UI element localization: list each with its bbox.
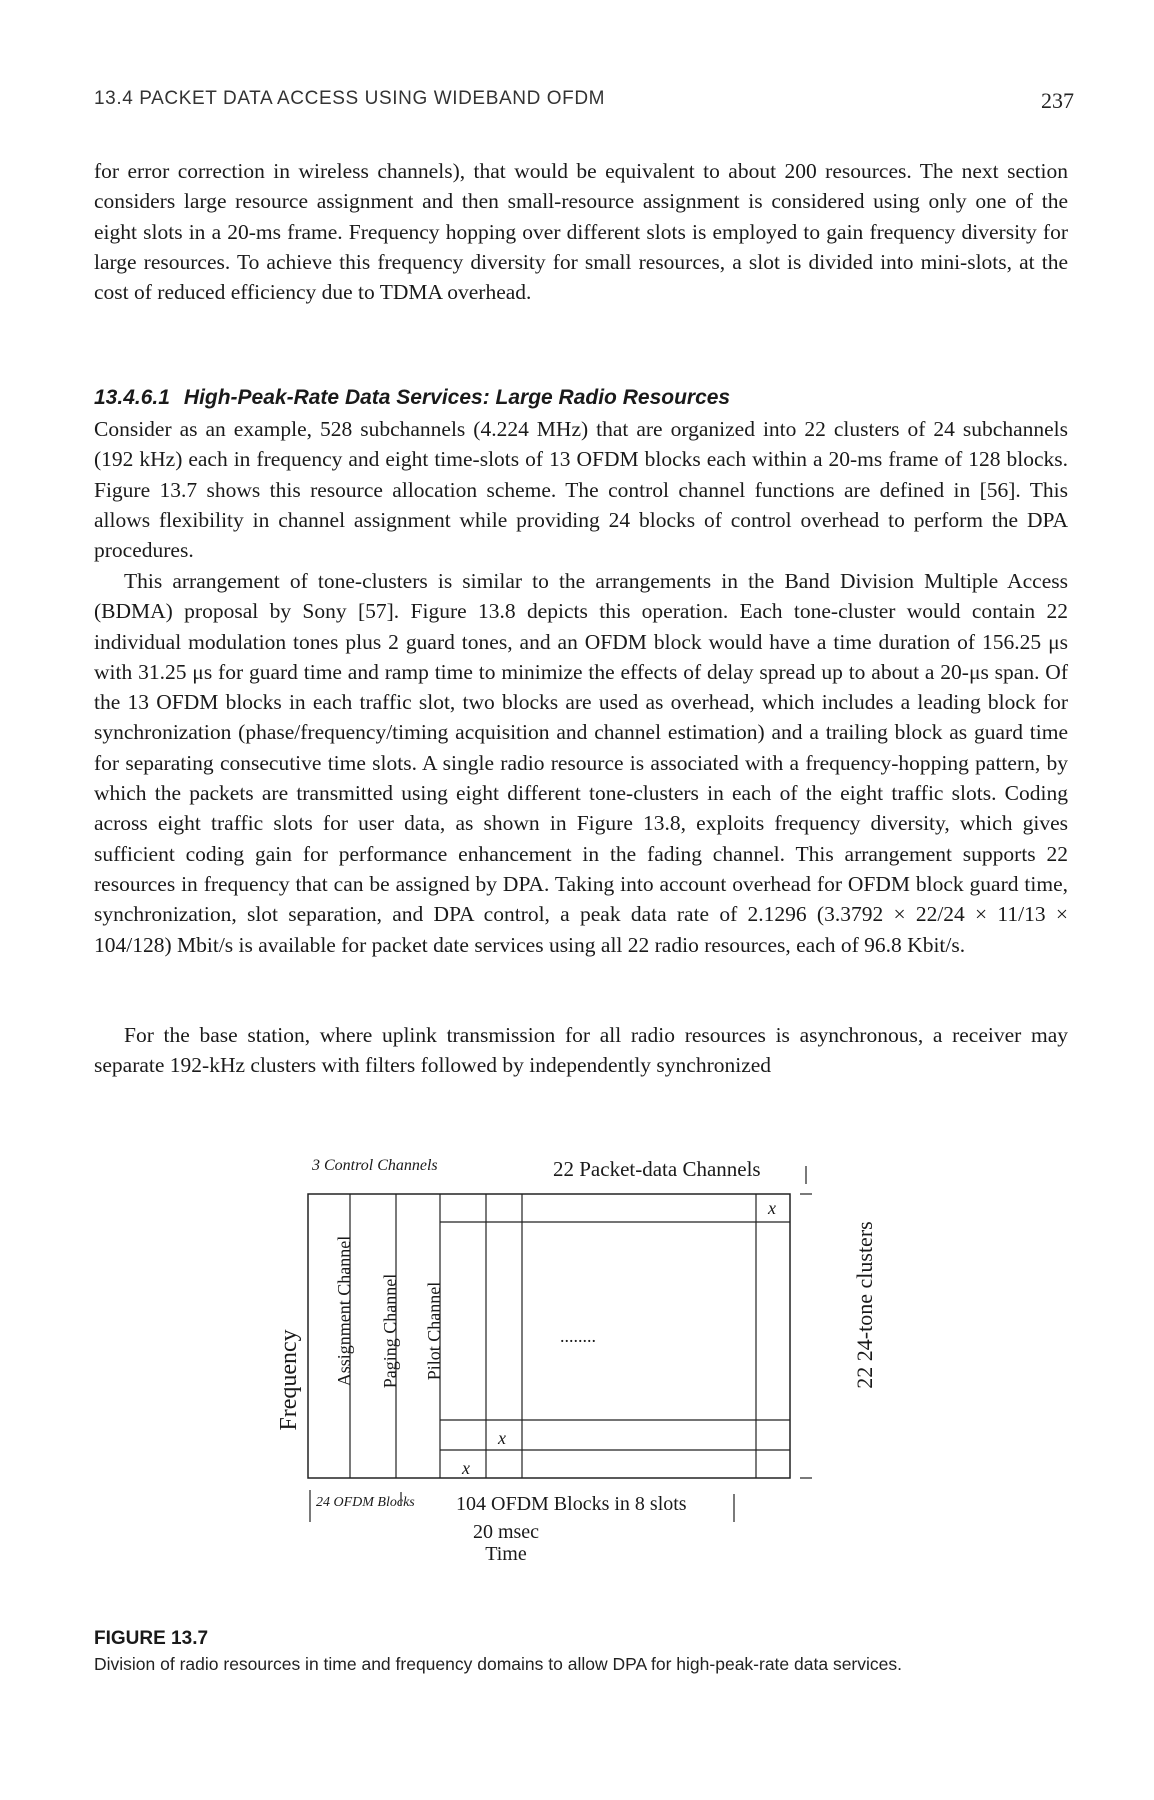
clusters-axis-label: 22 24-tone clusters: [852, 1221, 877, 1389]
data-blocks-label: 104 OFDM Blocks in 8 slots: [456, 1493, 687, 1515]
running-head-section: 13.4 PACKET DATA ACCESS USING WIDEBAND OFDM: [94, 88, 606, 109]
time-axis-label: Time: [485, 1543, 527, 1565]
packet-channels-header: 22 Packet-data Channels: [553, 1157, 761, 1181]
paragraph-base-station: For the base station, where uplink transmission for all radio resources is asynchronous, a receiver may separate 192-kHz clusters with filters followed by independently synchronized: [94, 1023, 1068, 1078]
control-blocks-label: 24 OFDM Blocks: [316, 1495, 415, 1510]
assignment-channel-label: Assignment Channel: [334, 1235, 354, 1387]
running-head: [94, 88, 1074, 120]
paragraph-bdma: This arrangement of tone-clusters is similar to the arrangements in the Band Division Multiple Access (BDMA) proposal by Sony [57]. Figure 13.8 depicts this operation. Each tone-cluster would contain 22 individual modulation tones plus 2 guard tones, and an OFDM block would have a time duration of 156.25 μs with 31.25 μs for guard time and ramp time to minimize the effects of delay spread up to about a 20-μs span. Of the 13 OFDM blocks in each traffic slot, two blocks are used as overhead, which includes a leading block for synchronization (phase/frequency/timing acquisition and channel estimation) and a trailing block as guard time for separating consecutive time slots. A single radio resource is associated with a frequency-hopping pattern, by which the packets are transmitted using eight different tone-clusters in each of the eight traffic slots. Coding across eight traffic slots for user data, as shown in Figure 13.8, exploits frequency diversity, which gives sufficient coding gain for performance enhancement in the fading channel. This arrangement supports 22 resources in frequency that can be assigned by DPA. Taking into account overhead for OFDM block guard time, synchronization, slot separation, and DPA control, a peak data rate of 2.1296 (3.3792 × 22/24 × 11/13 × 104/128) Mbit/s is available for packet date services using all 22 radio resources, each of 96.8 Kbit/s.: [94, 569, 1068, 957]
section-heading: [94, 386, 744, 410]
duration-label: 20 msec: [472, 1521, 540, 1543]
pilot-channel-label: Pilot Channel: [424, 1281, 444, 1381]
control-channels-header: 3 Control Channels: [312, 1157, 438, 1174]
figure-caption: [94, 1628, 1074, 1675]
paragraph-example: Consider as an example, 528 subchannels (4.224 MHz) that are organized into 22 clusters of 24 subchannels (192 kHz) each in frequency and eight time-slots of 13 OFDM blocks each within a 20-ms frame of 128 blocks. Figure 13.7 shows this resource allocation scheme. The control channel functions are defined in [56]. This allows flexibility in channel assignment while providing 24 blocks of control overhead to perform the DPA procedures.: [94, 417, 1068, 563]
assignment-marker: x: [498, 1428, 506, 1448]
figure-caption-text: Division of radio resources in time and frequency domains to allow DPA for high-peak-rate data services.: [94, 1654, 902, 1674]
section-heading-title: High-Peak-Rate Data Services: Large Radio Resources: [183, 386, 731, 409]
section-heading-number: 13.4.6.1: [94, 386, 170, 409]
resource-grid-diagram: [260, 1150, 960, 1590]
paragraph-intro: for error correction in wireless channels), that would be equivalent to about 200 resources. The next section considers large resource assignment and then small-resource assignment is considered using only one of the eight slots in a 20-ms frame. Frequency hopping over different slots is employed to gain frequency diversity for large resources. To achieve this frequency diversity for small resources, a slot is divided into mini-slots, at the cost of reduced efficiency due to TDMA overhead.: [94, 159, 1068, 305]
assignment-marker: x: [462, 1458, 470, 1478]
figure-label: FIGURE 13.7: [94, 1628, 209, 1649]
assignment-marker: x: [768, 1198, 776, 1218]
paging-channel-label: Paging Channel: [380, 1273, 400, 1389]
figure-13-7: [260, 1150, 960, 1590]
page-number: 237: [1041, 88, 1074, 113]
ellipsis-dots: ........: [560, 1326, 596, 1346]
frequency-axis-label: Frequency: [276, 1329, 302, 1431]
